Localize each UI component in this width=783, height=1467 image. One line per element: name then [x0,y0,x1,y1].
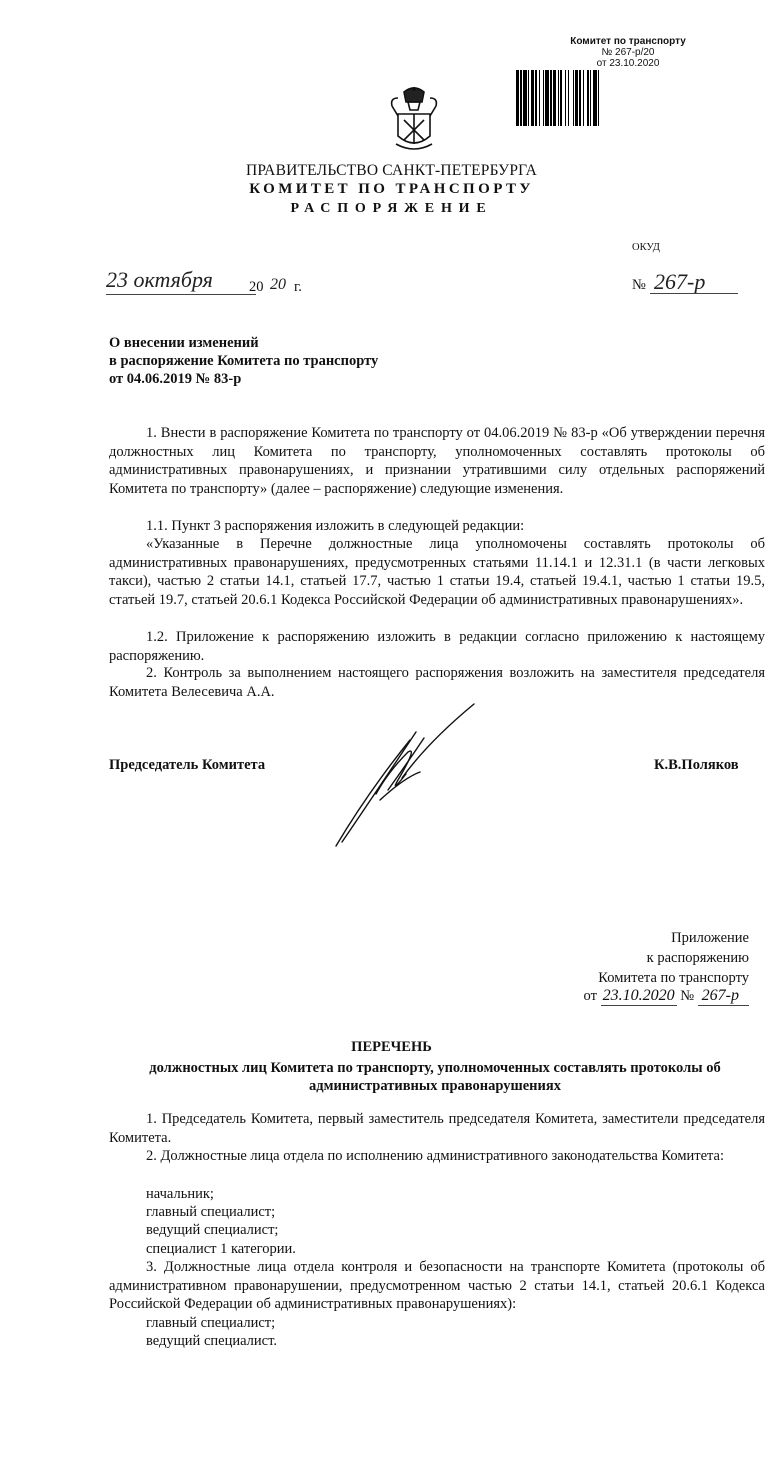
document-subject [109,334,378,388]
year-prefix: 20 [249,279,264,295]
barcode-bar [553,70,556,126]
barcode-bar [523,70,527,126]
paragraph-1: 1. Внести в распоряжение Комитета по транспорту от 04.06.2019 № 83-р «Об утверждении перечня должностных лиц Комитета по транспорту, уполномоченных составлять протоколы об административных правонарушениях, и признании утратившими силу отдельных распоряжений Комитета по транспорту» (далее – распоряжение) следующие изменения. [109,425,765,497]
barcode-bar [539,70,540,126]
document-type: РАСПОРЯЖЕНИЕ [290,201,493,216]
date-underline [106,294,256,295]
subject-line-2: в распоряжение Комитета по транспорту [109,353,379,369]
paragraph-quote: «Указанные в Перечне должностные лица уполномочены составлять протоколы об административных правонарушениях, предусмотренных статьями 11.14.1 и 12.31.1 (в части легковых такси), частью 2 статьи 14.1, статьей 17.7, частью 1 статьи 19.4, статьей 19.4.1, частью 1 статьи 19.5, статьей 19.7, статьей 20.6.1 Кодекса Российской Федерации об административных правонарушениях». [109,536,765,608]
year-suffix: г. [294,279,302,295]
barcode-bar [593,70,597,126]
list-item-3-role: главный специалист; [146,1315,276,1331]
barcode-bar [528,70,529,126]
list-item-3: 3. Должностные лица отдела контроля и безопасности на транспорте Комитета (протоколы об административном правонарушении, предусмотренном частью 2 статьи 14.1, статьей 20.6.1 Кодекса Российской Федерации об административных правонарушениях): [109,1259,765,1312]
appendix-handwritten-number: 267-р [698,987,749,1006]
barcode-bar [583,70,584,126]
appendix-number-label: № [680,988,695,1004]
barcode-bar [535,70,537,126]
list-title: ПЕРЕЧЕНЬ [351,1039,432,1055]
signatory-name: К.В.Поляков [654,757,739,773]
barcode-bar [579,70,581,126]
list-item-1: 1. Председатель Комитета, первый заместитель председателя Комитета, заместители председателя Комитета. [109,1111,765,1146]
number-label: № [632,277,646,293]
paragraph-2: 2. Контроль за выполнением настоящего распоряжения возложить на заместителя председателя Комитета Велесевича А.А. [109,665,765,700]
barcode-bar [520,70,522,126]
barcode [514,70,699,126]
okud-label: ОКУД [632,242,660,253]
stamp-date: от 23.10.2020 [596,58,660,69]
barcode-bar [545,70,549,126]
list-item-2: 2. Должностные лица отдела по исполнению административного законодательства Комитета: [146,1148,725,1164]
barcode-bar [575,70,578,126]
number-underline [650,293,738,294]
barcode-bar [516,70,519,126]
list-subtitle: должностных лиц Комитета по транспорту, уполномоченных составлять протоколы об административных правонарушениях [149,1060,721,1094]
list-item-2-role: ведущий специалист; [146,1222,279,1238]
appendix-header [598,928,749,988]
list-item-2-role: главный специалист; [146,1204,276,1220]
barcode-bar [573,70,574,126]
handwritten-signature [328,702,478,852]
appendix-handwritten-date: 23.10.2020 [602,987,675,1004]
appendix-line-2: к распоряжению [646,950,749,966]
paragraph-1-2: 1.2. Приложение к распоряжению изложить в редакции согласно приложению к настоящему распоряжению. [109,629,765,664]
subject-line-1: О внесении изменений [109,335,259,351]
coat-of-arms-emblem [388,84,440,154]
list-item-2-role: специалист 1 категории. [146,1241,296,1257]
barcode-bar [568,70,569,126]
barcode-bar [590,70,591,126]
appendix-line-1: Приложение [671,930,749,946]
barcode-bar [543,70,544,126]
barcode-bar [531,70,534,126]
barcode-bar [598,70,599,126]
barcode-bar [587,70,589,126]
appendix-date-prefix: от [583,988,597,1004]
barcode-bar [565,70,566,126]
committee-title: КОМИТЕТ ПО ТРАНСПОРТУ [249,181,534,197]
appendix-date-row [584,987,749,1006]
list-item-2-role: начальник; [146,1186,214,1202]
stamp-number: № 267-р/20 [601,47,655,58]
handwritten-year-text: 20 [270,276,286,293]
handwritten-date-text: 23 октября [106,267,213,292]
handwritten-number-text: 267-р [654,269,706,294]
paragraph-1-1: 1.1. Пункт 3 распоряжения изложить в следующей редакции: [146,518,525,534]
stamp-committee: Комитет по транспорту [570,36,686,47]
registration-stamp [540,36,716,69]
subject-line-3: от 04.06.2019 № 83-р [109,371,242,387]
barcode-bar [550,70,552,126]
list-item-3-role: ведущий специалист. [146,1333,277,1349]
barcode-bar [558,70,559,126]
government-title: ПРАВИТЕЛЬСТВО САНКТ-ПЕТЕРБУРГА [245,162,538,179]
signatory-position: Председатель Комитета [109,757,266,773]
appendix-line-3: Комитета по транспорту [598,970,749,986]
barcode-bar [560,70,562,126]
